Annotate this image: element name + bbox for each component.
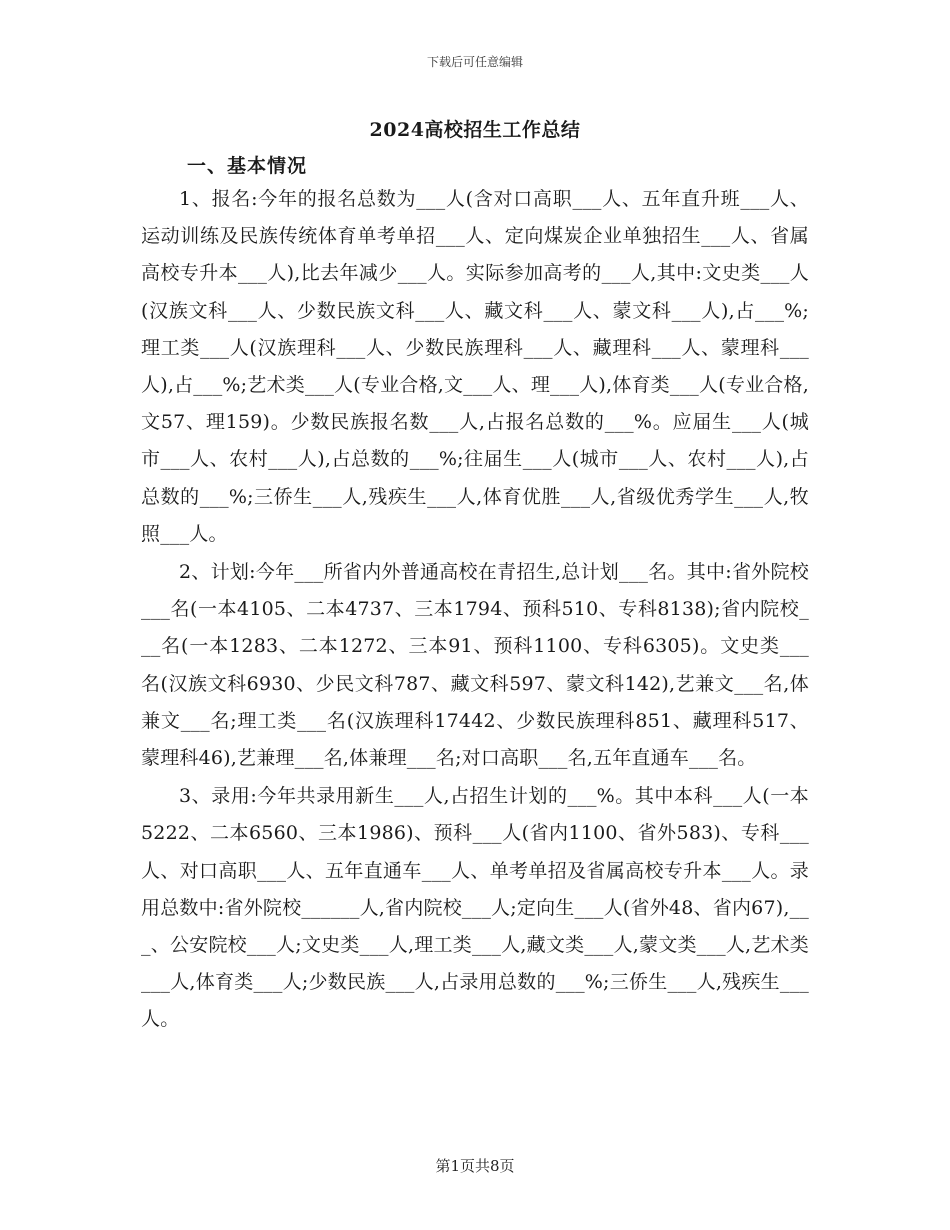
document-body (141, 181, 809, 1040)
page-footer: 第1页共8页 (435, 1157, 515, 1175)
document-title: 2024高校招生工作总结 (369, 119, 581, 141)
paragraph-plan: 2、计划:今年___所省内外普通高校在青招生,总计划___名。其中:省外院校___名(一本4105、二本4737、三本1794、预科510、专科8138);省内院校___名(一本1283、二本1272、三本91、预科1100、专科6305)。文史类___名(汉族文科6930、少民文科787、藏文科597、蒙文科142),艺兼文___名,体兼文___名;理工类___名(汉族理科17442、少数民族理科851、藏理科517、蒙理科46),艺兼理___名,体兼理___名;对口高职___名,五年直通车___名。 (141, 561, 809, 770)
paragraph-registration: 1、报名:今年的报名总数为___人(含对口高职___人、五年直升班___人、运动训练及民族传统体育单考单招___人、定向煤炭企业单独招生___人、省属高校专升本___人),比去年减少___人。实际参加高考的___人,其中:文史类___人(汉族文科___人、少数民族文科___人、藏文科___人、蒙文科___人),占___%;理工类___人(汉族理科___人、少数民族理科___人、藏理科___人、蒙理科___人),占___%;艺术类___人(专业合格,文___人、理___人),体育类___人(专业合格,文57、理159)。少数民族报名数___人,占报名总数的___%。应届生___人(城市___人、农村___人),占总数的___%;往届生___人(城市___人、农村___人),占总数的___%;三侨生___人,残疾生___人,体育优胜___人,省级优秀学生___人,牧照___人。 (141, 188, 809, 545)
paragraph-admission: 3、录用:今年共录用新生___人,占招生计划的___%。其中本科___人(一本5222、二本6560、三本1986)、预科___人(省内1100、省外583)、专科___人、对口高职___人、五年直通车___人、单考单招及省属高校专升本___人。录用总数中:省外院校______人,省内院校___人;定向生___人(省外48、省内67),___、公安院校___人;文史类___人,理工类___人,藏文类___人,蒙文类___人,艺术类___人,体育类___人;少数民族___人,占录用总数的___%;三侨生___人,残疾生___人。 (141, 785, 809, 1031)
header-note: 下载后可任意编辑 (426, 55, 523, 69)
section-heading: 一、基本情况 (187, 155, 308, 177)
